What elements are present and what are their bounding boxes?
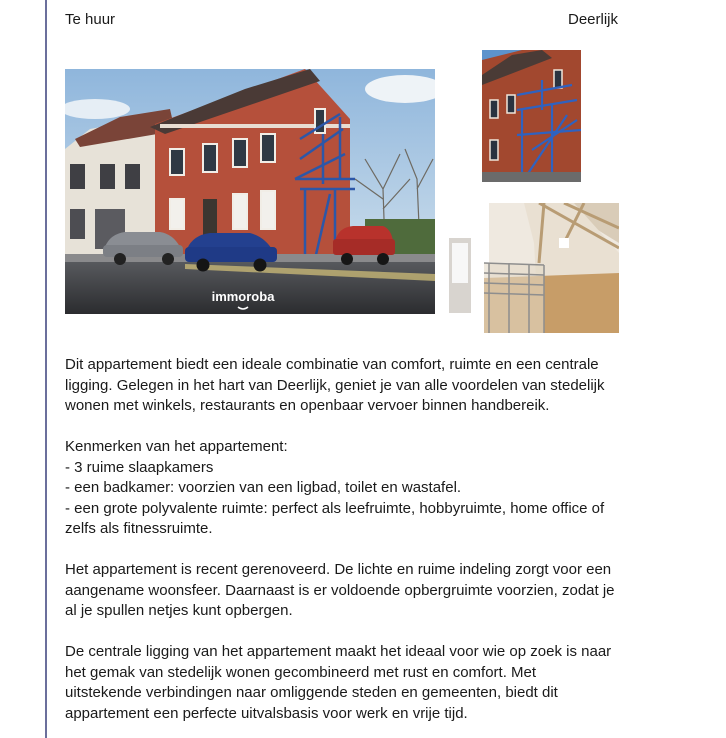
intro-paragraph	[65, 355, 665, 417]
text-line: ligging. Gelegen in het hart van Deerlijk, geniet je van alle voordelen van stedelijk	[65, 376, 605, 394]
exterior-photo	[65, 69, 435, 314]
feature-item: - een badkamer: voorzien van een ligbad, toilet en wastafel.	[65, 479, 462, 496]
text-line: wonen met winkels, restaurants en openbaar vervoer binnen handbereik.	[65, 397, 550, 414]
feature-item: - 3 ruime slaapkamers	[65, 458, 214, 476]
margin-line	[45, 0, 47, 738]
text-line: appartement een perfecte uitvalsbasis voor werk en vrije tijd.	[65, 704, 468, 722]
renovation-paragraph	[65, 560, 665, 622]
text-line: al je spullen netjes kunt opbergen.	[65, 602, 293, 619]
watermark-logo: immoroba	[211, 289, 275, 304]
location-paragraph	[65, 642, 665, 724]
text-line: Het appartement is recent gerenoveerd. De lichte en ruime indeling zorgt voor een	[65, 561, 612, 578]
location-name: Deerlijk	[568, 11, 619, 28]
features-title: Kenmerken van het appartement:	[65, 438, 288, 455]
fire-escape-photo	[482, 50, 581, 182]
attic-interior-photo	[444, 203, 619, 333]
feature-item: - een grote polyvalente ruimte: perfect als leefruimte, hobbyruimte, home office of	[65, 499, 605, 517]
text-line: aangename woonsfeer. Daarnaast is er voldoende opbergruimte voorzien, zodat je	[65, 581, 615, 599]
text-line: Dit appartement biedt een ideale combinatie van comfort, ruimte en een centrale	[65, 356, 599, 373]
features-paragraph	[65, 437, 665, 540]
text-line: uitstekende verbindingen naar omliggende steden en gemeenten, biedt dit	[65, 684, 558, 701]
feature-item: zelfs als fitnessruimte.	[65, 520, 213, 537]
listing-type: Te huur	[65, 11, 116, 28]
text-line: het gemak van stedelijk wonen gecombineerd met rust en comfort. Met	[65, 663, 537, 681]
text-line: De centrale ligging van het appartement maakt het ideaal voor wie op zoek is naar	[65, 643, 612, 660]
listing-description	[65, 355, 665, 738]
